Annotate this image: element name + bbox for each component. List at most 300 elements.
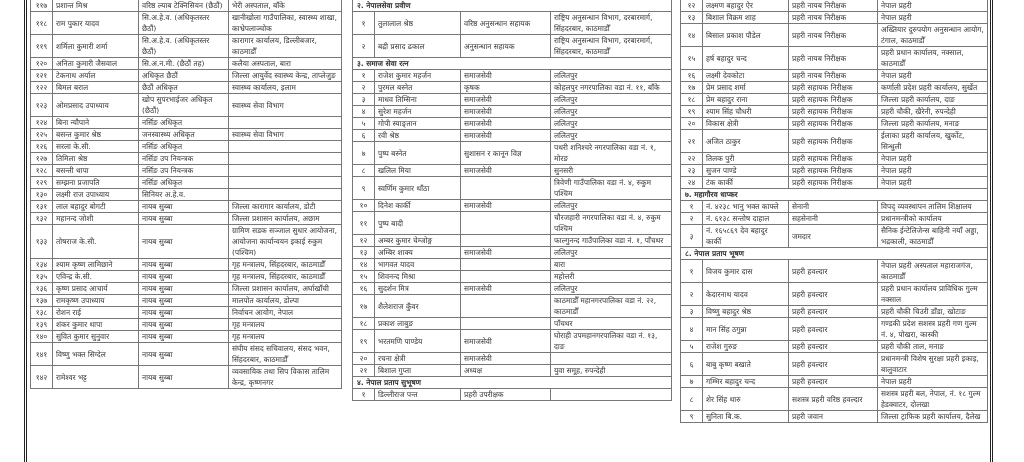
serial-number-cell: ७ xyxy=(353,142,375,165)
table-row xyxy=(681,0,988,12)
position-cell: नायब सुब्बा xyxy=(139,319,229,331)
serial-number-cell: ३ xyxy=(681,225,703,248)
office-cell xyxy=(229,189,342,201)
name-cell: बिसाल प्रकाश पौडेल xyxy=(703,24,789,47)
serial-number-cell: ५ xyxy=(353,118,375,130)
position-cell: नायब सुब्बा xyxy=(139,307,229,319)
table-row xyxy=(681,341,988,353)
table-row xyxy=(681,82,988,94)
position-cell: प्रहरी उपरीक्षक xyxy=(461,389,551,401)
serial-number-cell: १३६ xyxy=(31,283,53,295)
position-cell xyxy=(461,177,551,200)
name-cell: पुरमल बस्नेत xyxy=(375,82,461,94)
serial-number-cell: १२१ xyxy=(31,70,53,82)
section-header-row xyxy=(681,189,988,201)
right-table-column xyxy=(680,0,988,423)
position-cell: अधिकृत छैठौं xyxy=(139,70,229,82)
office-cell: स्वास्थ्य सेवा विभाग xyxy=(229,94,342,117)
middle-table-column xyxy=(352,0,672,401)
position-cell: प्रहरी हवल्दार xyxy=(789,306,878,318)
name-cell: बिशाल गुप्ता xyxy=(375,365,461,377)
position-cell: सि.अ.न.मी. (छैठौं तह) xyxy=(139,58,229,70)
table-row xyxy=(681,213,988,225)
office-cell: सुनसरी xyxy=(551,165,672,177)
table-row xyxy=(353,271,672,283)
table-row xyxy=(353,70,672,82)
table-row xyxy=(681,260,988,283)
serial-number-cell: १४० xyxy=(31,331,53,343)
office-cell: निर्वाचन आयोग, नेपाल xyxy=(229,307,342,319)
position-cell: प्रहरी सहायक निरीक्षक xyxy=(789,94,878,106)
position-cell xyxy=(461,271,551,283)
name-cell: सुरेश महर्जन xyxy=(375,106,461,118)
position-cell: समाजसेवी xyxy=(461,106,551,118)
position-cell: समाजसेवी xyxy=(461,283,551,295)
table-row xyxy=(681,318,988,341)
name-cell: सुदर्शन मित्र xyxy=(375,283,461,295)
table-row xyxy=(681,12,988,24)
name-cell: अजित ठाकुर xyxy=(703,130,789,153)
name-cell: बाबु कृष्ण बखाते xyxy=(703,353,789,376)
position-cell: समाजसेवी xyxy=(461,118,551,130)
position-cell: समाजसेवी xyxy=(461,353,551,365)
position-cell: प्रहरी सहायक निरीक्षक xyxy=(789,177,878,189)
office-cell: नेपाल प्रहरी xyxy=(878,177,988,189)
office-cell: ललितपुर xyxy=(551,118,672,130)
name-cell: बिशाल विक्रम शाह xyxy=(703,12,789,24)
serial-number-cell: १४ xyxy=(681,24,703,47)
page-border-left xyxy=(24,0,27,462)
serial-number-cell: २० xyxy=(353,353,375,365)
serial-number-cell: ३ xyxy=(681,306,703,318)
office-cell xyxy=(229,117,342,129)
name-cell: डिल्लीराज पन्त xyxy=(375,389,461,401)
serial-number-cell: २ xyxy=(681,283,703,306)
position-cell: समाजसेवी xyxy=(461,70,551,82)
left-table-column xyxy=(30,0,342,389)
position-cell: समाजसेवी xyxy=(461,200,551,212)
serial-number-cell: १७ xyxy=(353,295,375,318)
name-cell: प्रकाश लाबुङ xyxy=(375,318,461,330)
table-row xyxy=(31,0,342,12)
position-cell: नायब सुब्बा xyxy=(139,295,229,307)
serial-number-cell: १२ xyxy=(353,235,375,247)
table-row xyxy=(681,388,988,411)
position-cell xyxy=(461,295,551,318)
position-cell: नायब सुब्बा xyxy=(139,343,229,366)
name-cell: बिना न्यौपाने xyxy=(53,117,139,129)
name-cell: एविन्द्र के.सी. xyxy=(53,271,139,283)
office-cell: ललितपुर xyxy=(551,247,672,259)
section-header-row xyxy=(353,0,672,12)
serial-number-cell: १ xyxy=(681,260,703,283)
office-cell: गृह मन्त्रालय xyxy=(229,331,342,343)
office-cell: सैनिक ईन्टेलिजेन्स बाहिनी नयाँ अड्डा, भद्रकाली, काठमाडौँ xyxy=(878,225,988,248)
office-cell: ग्रामिण सडक सञ्जाल सुधार आयोजना, आयोजना कार्यान्वयन इकाई रुकुम (पश्चिम) xyxy=(229,225,342,259)
office-cell: प्रहरी चौकी चिउरी डाँडा, खोटाङ xyxy=(878,306,988,318)
table-row xyxy=(353,142,672,165)
position-cell: प्रहरी हवल्दार xyxy=(789,353,878,376)
serial-number-cell: ६ xyxy=(353,130,375,142)
office-cell: प्रधानमन्त्रीको कार्यालय xyxy=(878,213,988,225)
serial-number-cell: ९ xyxy=(353,177,375,200)
serial-number-cell: ५ xyxy=(681,341,703,353)
table-row xyxy=(353,118,672,130)
office-cell: प्रधानमन्त्री विशेष सुरक्षा प्रहरी इकाइ, बालुवाटार xyxy=(878,353,988,376)
position-cell: अनुसन्धान सहायक xyxy=(461,35,551,58)
table-row xyxy=(681,177,988,189)
office-cell: प्रहरी प्रधान कार्यालय, नक्साल, काठमाडौँ xyxy=(878,47,988,70)
office-cell: सशस्त्र प्रहरी बल, नेपाल, नं. १८ गुल्म हेडक्वाटर, दोलखा xyxy=(878,388,988,411)
name-cell: रोशन राई xyxy=(53,307,139,319)
table-row xyxy=(31,177,342,189)
name-cell: शर्मिला कुमारी शर्मा xyxy=(53,35,139,58)
position-cell: प्रहरी नायब निरीक्षक xyxy=(789,47,878,70)
office-cell: महोत्तरी xyxy=(551,271,672,283)
table-row xyxy=(353,283,672,295)
position-cell: जनस्वास्थ्य अधिकृत xyxy=(139,129,229,141)
serial-number-cell: १४ xyxy=(353,259,375,271)
position-cell: प्रहरी सहायक निरीक्षक xyxy=(789,82,878,94)
section-title: ४. नेपाल प्रताप सुभूषण xyxy=(353,377,672,389)
position-cell: सि.अ.हे.व. (अधिकृतस्तर छैठौं) xyxy=(139,35,229,58)
table-row xyxy=(353,165,672,177)
office-cell: कारागार कार्यालय, डिल्लीबजार, काठमाडौँ xyxy=(229,35,342,58)
name-cell: श्याम सिंह चौधरी xyxy=(703,106,789,118)
table-row xyxy=(353,82,672,94)
position-cell: सहसेनानी xyxy=(789,213,878,225)
serial-number-cell: २ xyxy=(353,82,375,94)
position-cell xyxy=(461,318,551,330)
position-cell: नायब सुब्बा xyxy=(139,213,229,225)
serial-number-cell: १२४ xyxy=(31,117,53,129)
position-cell: प्रहरी सहायक निरीक्षक xyxy=(789,130,878,153)
table-row xyxy=(31,366,342,389)
office-cell: कोहलपुर नगरपालिका वडा नं. ११, बाँके xyxy=(551,82,672,94)
serial-number-cell: १ xyxy=(353,389,375,401)
serial-number-cell: १५ xyxy=(681,47,703,70)
section-header-row xyxy=(353,377,672,389)
office-cell: प्रहरी चौकी ताल, मनाङ xyxy=(878,341,988,353)
name-cell: नं. ४२३८ भानु भक्त काफ्ले xyxy=(703,201,789,213)
position-cell: वरिष्ठ ल्याब टेक्निसियन (छैठौं) xyxy=(139,0,229,12)
office-cell: नेपाल प्रहरी xyxy=(878,12,988,24)
office-cell: नेपाल प्रहरी xyxy=(878,376,988,388)
office-cell: संघीय संसद सचिवालय, संसद भवन, सिंहदरबार, काठमाडौँ xyxy=(229,343,342,366)
name-cell: दिनेश कार्की xyxy=(375,200,461,212)
serial-number-cell: १९ xyxy=(353,330,375,353)
name-cell: भरतमणि पाण्डेय xyxy=(375,330,461,353)
office-cell: काठमाडौँ महानगरपालिका वडा नं. २२, काठमाडौँ xyxy=(551,295,672,318)
table-row xyxy=(31,331,342,343)
serial-number-cell: १६ xyxy=(353,283,375,295)
serial-number-cell: ११ xyxy=(353,212,375,235)
name-cell: शैलेशराज कुँवर xyxy=(375,295,461,318)
name-cell: खलिल मिया xyxy=(375,165,461,177)
serial-number-cell: १५ xyxy=(353,271,375,283)
serial-number-cell: २१ xyxy=(353,365,375,377)
serial-number-cell: १८ xyxy=(681,94,703,106)
serial-number-cell: ७ xyxy=(681,376,703,388)
name-cell: लक्ष्मी देवकोटा xyxy=(703,70,789,82)
position-cell: कृषक xyxy=(461,82,551,94)
office-cell xyxy=(551,353,672,365)
position-cell: नायब सुब्बा xyxy=(139,201,229,213)
office-cell: नेपाल प्रहरी xyxy=(878,153,988,165)
office-cell: बारा xyxy=(551,259,672,271)
office-cell: पाँचथर xyxy=(551,318,672,330)
position-cell: नर्सिङ अधिकृत xyxy=(139,141,229,153)
serial-number-cell: १३३ xyxy=(31,225,53,259)
position-cell: प्रहरी हवल्दार xyxy=(789,260,878,283)
position-cell: सेनानी xyxy=(789,201,878,213)
serial-number-cell: १० xyxy=(353,200,375,212)
serial-number-cell: ११८ xyxy=(31,12,53,35)
position-cell: नायब सुब्बा xyxy=(139,259,229,271)
position-cell: नर्सिङ अधिकृत xyxy=(139,117,229,129)
office-cell xyxy=(229,177,342,189)
name-cell: कृष्ण प्रसाद आचार्य xyxy=(53,283,139,295)
name-cell: सुवित कुमार सुनुवार xyxy=(53,331,139,343)
office-cell: ललितपुर xyxy=(551,106,672,118)
table-row xyxy=(31,201,342,213)
serial-number-cell: १३ xyxy=(681,12,703,24)
serial-number-cell: २ xyxy=(353,35,375,58)
name-cell: माधव तिम्सिना xyxy=(375,94,461,106)
position-cell: नायब सुब्बा xyxy=(139,271,229,283)
office-cell: नेपाल प्रहरी xyxy=(878,165,988,177)
table-row xyxy=(31,213,342,225)
name-cell: शेर सिंह थारु xyxy=(703,388,789,411)
position-cell: नर्सिङ अधिकृत xyxy=(139,177,229,189)
office-cell: कलैया अस्पताल, बारा xyxy=(229,58,342,70)
position-cell: सुशासन र कानून विज्ञ xyxy=(461,142,551,165)
table-row xyxy=(681,153,988,165)
name-cell: भागवत यादव xyxy=(375,259,461,271)
serial-number-cell: २२ xyxy=(681,153,703,165)
office-cell: जिल्ला प्रहरी कार्यालय, दाङ xyxy=(878,94,988,106)
name-cell: मान सिंह ठगुन्ना xyxy=(703,318,789,341)
office-cell: ललितपुर xyxy=(551,70,672,82)
middle-awardee-table xyxy=(352,0,672,401)
name-cell: गोपी स्याङ्तान xyxy=(375,118,461,130)
table-row xyxy=(31,343,342,366)
position-cell: नायब सुब्बा xyxy=(139,331,229,343)
name-cell: श्याम कृष्ण लामिछाने xyxy=(53,259,139,271)
position-cell: समाजसेवी xyxy=(461,247,551,259)
serial-number-cell: १२६ xyxy=(31,141,53,153)
office-cell: भेरी अस्पताल, बाँके xyxy=(229,0,342,12)
table-row xyxy=(353,318,672,330)
serial-number-cell: १३० xyxy=(31,189,53,201)
table-row xyxy=(31,94,342,117)
office-cell: ईलाका प्रहरी कार्यालय, खुर्कोट, सिन्धुली xyxy=(878,130,988,153)
name-cell: विकास क्षेत्री xyxy=(703,118,789,130)
position-cell: प्रहरी सहायक निरीक्षक xyxy=(789,106,878,118)
position-cell: प्रहरी नायब निरीक्षक xyxy=(789,0,878,12)
serial-number-cell: १२० xyxy=(31,58,53,70)
name-cell: नं. १६५८६९ देव बहादुर कार्की xyxy=(703,225,789,248)
table-row xyxy=(681,353,988,376)
serial-number-cell: १३९ xyxy=(31,319,53,331)
section-title: ८. नेपाल प्रताप भूषण xyxy=(681,248,988,260)
position-cell: वरिष्ठ अनुसन्धान सहायक xyxy=(461,12,551,35)
serial-number-cell: ४ xyxy=(681,318,703,341)
table-row xyxy=(31,189,342,201)
serial-number-cell: १८ xyxy=(353,318,375,330)
serial-number-cell: १९ xyxy=(681,106,703,118)
position-cell: प्रहरी नायब निरीक्षक xyxy=(789,12,878,24)
position-cell: प्रहरी हवल्दार xyxy=(789,283,878,306)
serial-number-cell: १ xyxy=(353,12,375,35)
name-cell: स्वर्णिम कुमार थाँठा xyxy=(375,177,461,200)
office-cell: व्यवसायिक तथा सिप विकास तालिम केन्द्र, कृष्णनगर xyxy=(229,366,342,389)
office-cell: जिल्ला कारागार कार्यालय, डोटी xyxy=(229,201,342,213)
table-row xyxy=(353,235,672,247)
office-cell: विपद् व्यवस्थापन तालिम शिक्षालय xyxy=(878,201,988,213)
table-row xyxy=(681,130,988,153)
office-cell: गृह मन्त्रालय, सिंहदरबार, काठमाडौँ xyxy=(229,271,342,283)
name-cell: प्रशान्त मिश्र xyxy=(53,0,139,12)
serial-number-cell: १३८ xyxy=(31,307,53,319)
name-cell: तोषराज के.सी. xyxy=(53,225,139,259)
name-cell: पुष्प बादी xyxy=(375,212,461,235)
serial-number-cell: १ xyxy=(353,70,375,82)
position-cell: खोप सुपरभाईजर अधिकृत (छैठौं) xyxy=(139,94,229,117)
name-cell: प्रेम प्रसाद शर्मा xyxy=(703,82,789,94)
serial-number-cell: १ xyxy=(681,201,703,213)
office-cell: चौरजहारी नगरपालिका वडा नं. ४, रुकुम पश्चिम xyxy=(551,212,672,235)
section-header-row xyxy=(681,248,988,260)
page-border-right xyxy=(990,0,993,462)
table-row xyxy=(31,283,342,295)
table-row xyxy=(681,24,988,47)
serial-number-cell: २१ xyxy=(681,130,703,153)
section-title: ३. समाज सेवा रत्न xyxy=(353,58,672,70)
serial-number-cell: ८ xyxy=(681,388,703,411)
name-cell: टेकनाथ अर्याल xyxy=(53,70,139,82)
position-cell: समाजसेवी xyxy=(461,130,551,142)
name-cell: हर्ष बहादुर चन्द xyxy=(703,47,789,70)
position-cell xyxy=(461,235,551,247)
table-row xyxy=(31,129,342,141)
office-cell: गण्डकी प्रदेश सशस्त्र प्रहरी गण गुल्म नं. ४, पोखरा, कास्की xyxy=(878,318,988,341)
name-cell: अम्बिर शाक्य xyxy=(375,247,461,259)
office-cell xyxy=(229,153,342,165)
name-cell: रामकृष्ण उपाध्याय xyxy=(53,295,139,307)
serial-number-cell: २३ xyxy=(681,165,703,177)
table-row xyxy=(681,70,988,82)
position-cell: प्रहरी सहायक निरीक्षक xyxy=(789,153,878,165)
serial-number-cell: १२७ xyxy=(31,153,53,165)
table-row xyxy=(681,411,988,423)
name-cell: गम्भिर बहादुर चन्द xyxy=(703,376,789,388)
office-cell: नेपाल प्रहरी xyxy=(878,0,988,12)
serial-number-cell: ४ xyxy=(353,106,375,118)
position-cell: नर्सिङ उप नियन्त्रक xyxy=(139,153,229,165)
name-cell: अम्बर कुमार चेम्जोङ्ग xyxy=(375,235,461,247)
table-row xyxy=(353,389,672,401)
table-row xyxy=(31,295,342,307)
name-cell: टंक कार्की xyxy=(703,177,789,189)
position-cell: नायब सुब्बा xyxy=(139,283,229,295)
name-cell: ओमप्रसाद उपाध्याय xyxy=(53,94,139,117)
position-cell: प्रहरी हवल्दार xyxy=(789,341,878,353)
serial-number-cell: १७ xyxy=(681,82,703,94)
position-cell xyxy=(461,259,551,271)
table-row xyxy=(681,225,988,248)
table-row xyxy=(681,47,988,70)
office-cell: गृह मन्त्रालय, सिंहदरबार, काठमाडौँ xyxy=(229,259,342,271)
position-cell: छैठौं अधिकृत xyxy=(139,82,229,94)
name-cell: प्रेम बहादुर राना xyxy=(703,94,789,106)
serial-number-cell: १४१ xyxy=(31,343,53,366)
table-row xyxy=(681,283,988,306)
table-row xyxy=(353,365,672,377)
serial-number-cell: २ xyxy=(681,213,703,225)
office-cell: जिल्ला आयुर्वेद स्वास्थ्य केन्द्र, ताप्लेजुङ xyxy=(229,70,342,82)
office-cell: पथरी शनिश्चरे नगरपालिका वडा नं. १, मोरङ xyxy=(551,142,672,165)
table-row xyxy=(681,118,988,130)
position-cell: समाजसेवी xyxy=(461,94,551,106)
name-cell: केदारनाथ यादव xyxy=(703,283,789,306)
serial-number-cell: १६ xyxy=(681,70,703,82)
serial-number-cell: ९ xyxy=(681,411,703,423)
office-cell: स्वास्थ्य सेवा विभाग xyxy=(229,129,342,141)
table-row xyxy=(31,271,342,283)
name-cell: लक्ष्मण बहादुर ऐर xyxy=(703,0,789,12)
office-cell: ललितपुर xyxy=(551,94,672,106)
table-row xyxy=(31,165,342,177)
name-cell: बद्री प्रसाद ढकाल xyxy=(375,35,461,58)
right-awardee-table xyxy=(680,0,988,423)
position-cell: नायब सुब्बा xyxy=(139,225,229,259)
serial-number-cell: १२५ xyxy=(31,129,53,141)
serial-number-cell: १२ xyxy=(681,0,703,12)
serial-number-cell: १२९ xyxy=(31,177,53,189)
office-cell: युवा समूह, रुपन्देही xyxy=(551,365,672,377)
office-cell: स्वास्थ्य कार्यालय, इलाम xyxy=(229,82,342,94)
name-cell: विष्णु बहादुर श्रेष्ठ xyxy=(703,306,789,318)
table-row xyxy=(681,165,988,177)
table-row xyxy=(31,319,342,331)
position-cell: अध्यक्ष xyxy=(461,365,551,377)
table-row xyxy=(353,94,672,106)
table-row xyxy=(681,201,988,213)
name-cell: शंकर कुमार थापा xyxy=(53,319,139,331)
serial-number-cell: ११९ xyxy=(31,35,53,58)
table-row xyxy=(353,200,672,212)
office-cell: जिल्ला प्रशासन कार्यालय, अछाम xyxy=(229,213,342,225)
name-cell: बिमल बराल xyxy=(53,82,139,94)
name-cell: राजेश गुरुङ xyxy=(703,341,789,353)
serial-number-cell: ३ xyxy=(353,94,375,106)
position-cell: प्रहरी सहायक निरीक्षक xyxy=(789,118,878,130)
serial-number-cell: १३१ xyxy=(31,201,53,213)
office-cell: फाल्गुनन्द गाउँपालिका वडा नं. १, पाँचथर xyxy=(551,235,672,247)
name-cell: सरला के.सी. xyxy=(53,141,139,153)
table-row xyxy=(31,117,342,129)
office-cell: नेपाल प्रहरी xyxy=(878,70,988,82)
office-cell: प्रहरी चौकी, खैरेनी, रुपन्देही xyxy=(878,106,988,118)
table-row xyxy=(31,141,342,153)
office-cell: त्रिवेणी गाउँपालिका वडा नं. ४, रुकुम पश्चिम xyxy=(551,177,672,200)
position-cell: सशस्त्र प्रहरी वरिष्ठ हवल्दार xyxy=(789,388,878,411)
position-cell: प्रहरी हवल्दार xyxy=(789,318,878,341)
office-cell: खानीखोला गाउँपालिका, स्वास्थ्य शाखा, काभ्रेपलाञ्चोक xyxy=(229,12,342,35)
name-cell: सुजन पाण्डे xyxy=(703,165,789,177)
table-row xyxy=(681,306,988,318)
